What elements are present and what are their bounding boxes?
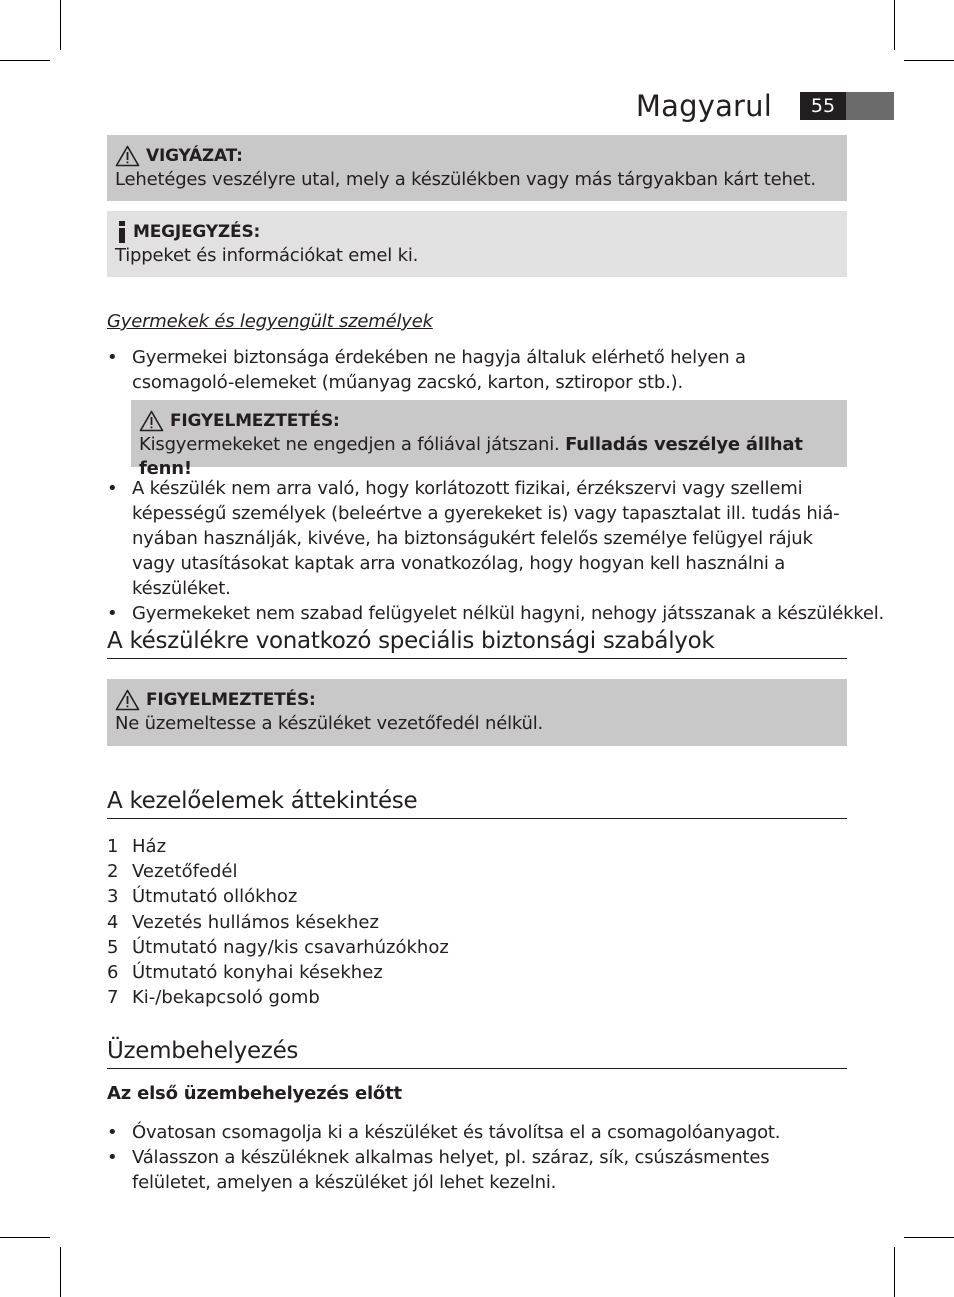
info-icon [115, 220, 129, 244]
item-number: 2 [107, 861, 119, 883]
warning-triangle-icon [115, 689, 140, 711]
warning-title-text: FIGYELMEZTETÉS: [170, 411, 340, 431]
list-item: • Gyermekei biztonsága érdekében ne hagyja általuk elérhető helyen a csomagoló-elemeket (műanyag zacskó, karton, sztiropor stb.). [107, 345, 847, 395]
item-number: 6 [107, 962, 119, 984]
item-number: 4 [107, 911, 119, 933]
item-number: 7 [107, 987, 119, 1009]
item-number: 5 [107, 936, 119, 958]
crop-mark [60, 0, 61, 50]
crop-mark [904, 60, 954, 61]
item-label: Útmutató nagy/kis csavarhúzókhoz [132, 936, 449, 958]
choking-warning-box [131, 400, 847, 479]
warning-emphasis: Fulladás veszélye állhat fenn! [139, 434, 803, 479]
children-bullets-1 [107, 345, 847, 395]
item-number: 1 [107, 836, 119, 857]
list-item: • Óvatosan csomagolja ki a készüléket és távolítsa el a csomagolóanyagot. [107, 1120, 847, 1145]
page-number: 55 [800, 92, 846, 120]
caution-box [107, 135, 847, 201]
caution-title [115, 144, 839, 168]
page-header [636, 88, 894, 124]
list-item [107, 859, 449, 884]
warning-text [139, 433, 839, 481]
item-label: Útmutató ollókhoz [132, 886, 298, 908]
warning-title [139, 409, 839, 433]
list-item [107, 910, 449, 935]
warning-title-text: FIGYELMEZTETÉS: [146, 690, 316, 710]
list-item: • A készülék nem arra való, hogy korlátozott fizikai, érzékszervi vagy szellemi képességű személyek (beleértve a gyerekeket is) vagy tapasztalat ill. tudás hiá-nyában használják, kivéve, ha biztonságukért felelős személye felügyel rájuk vagy utasításokat kaptak arra vonatkozólag, hogy hogyan kell használni a készüléket. [107, 476, 847, 601]
crop-mark [0, 1237, 50, 1238]
controls-list [107, 834, 449, 1010]
list-item [107, 935, 449, 960]
crop-mark [60, 1247, 61, 1297]
setup-bullets [107, 1120, 847, 1195]
setup-heading: Üzembehelyezés [107, 1036, 847, 1069]
children-heading: Gyermekek és legyengült személyek [107, 311, 433, 332]
item-label: Ki-/bekapcsoló gomb [132, 987, 320, 1009]
list-item [107, 884, 449, 909]
caution-text: Lehetéges veszélyre utal, mely a készülékben vagy más tárgyakban kárt tehet. [115, 169, 816, 190]
item-label: Vezetőfedél [132, 861, 238, 883]
note-box [107, 211, 847, 277]
list-item [107, 960, 449, 985]
list-item [107, 985, 449, 1010]
caution-title-text: VIGYÁZAT: [146, 146, 243, 166]
cover-warning-box [107, 679, 847, 746]
controls-heading: A kezelőelemek áttekintése [107, 786, 847, 819]
special-rules-heading: A készülékre vonatkozó speciális biztonsági szabályok [107, 626, 847, 659]
warning-title [115, 688, 839, 712]
item-label: Útmutató konyhai késekhez [132, 962, 383, 984]
note-text: Tippeket és információkat emel ki. [115, 245, 419, 266]
crop-mark [894, 0, 895, 50]
language-label: Magyarul [635, 89, 772, 123]
crop-mark [0, 60, 50, 61]
warning-text: Ne üzemeltesse a készüléket vezetőfedél nélkül. [115, 713, 544, 734]
warning-triangle-icon [115, 145, 140, 167]
setup-subheading: Az első üzembehelyezés előtt [107, 1083, 402, 1104]
note-title [115, 220, 839, 244]
list-item [107, 834, 449, 859]
page-tab-bar [846, 92, 894, 120]
list-item: • Válasszon a készüléknek alkalmas helyet, pl. száraz, sík, csúszásmentes felületet, amelyen a készüléket jól lehet kezelni. [107, 1145, 847, 1195]
item-number: 3 [107, 886, 119, 908]
crop-mark [894, 1247, 895, 1297]
item-label: Ház [132, 836, 167, 857]
warning-text-main: Kisgyermekeket ne engedjen a fóliával játszani. [139, 434, 560, 455]
list-item: • Gyermekeket nem szabad felügyelet nélkül hagyni, nehogy játsszanak a készülékkel. [107, 601, 847, 626]
warning-triangle-icon [139, 410, 164, 432]
item-label: Vezetés hullámos késekhez [132, 911, 379, 933]
crop-mark [904, 1237, 954, 1238]
note-title-text: MEGJEGYZÉS: [133, 222, 261, 242]
children-bullets-2 [107, 476, 885, 626]
